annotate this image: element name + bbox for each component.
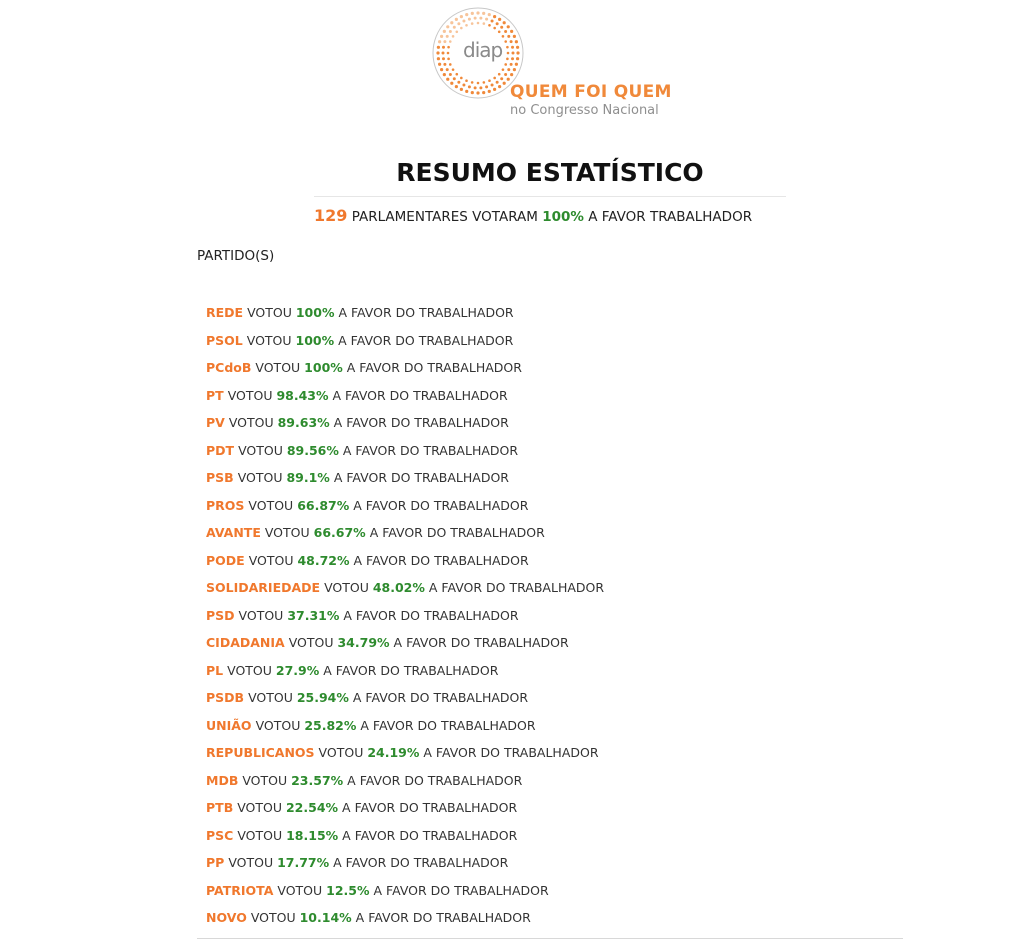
party-suffix-label: A FAVOR DO TRABALHADOR <box>373 882 549 898</box>
party-row <box>206 385 604 413</box>
party-name: UNIÃO <box>206 717 252 733</box>
party-voted-label: VOTOU <box>237 800 282 815</box>
party-name: NOVO <box>206 910 247 925</box>
party-suffix-label: A FAVOR DO TRABALHADOR <box>347 772 523 788</box>
party-row <box>206 412 604 440</box>
party-row <box>206 632 604 660</box>
party-row <box>206 302 604 330</box>
party-suffix-label: A FAVOR DO TRABALHADOR <box>353 497 529 513</box>
party-percent: 24.19% <box>367 745 420 760</box>
party-row <box>206 467 604 495</box>
party-name: PODE <box>206 552 245 568</box>
party-voted-label: VOTOU <box>247 305 292 320</box>
party-suffix-label: A FAVOR DO TRABALHADOR <box>353 552 529 568</box>
page-title: RESUMO ESTATÍSTICO <box>396 158 704 187</box>
party-voted-label: VOTOU <box>227 387 273 403</box>
summary-count: 129 <box>314 206 348 225</box>
party-name: SOLIDARIEDADE <box>206 580 321 595</box>
party-percent: 25.82% <box>304 717 357 733</box>
party-percent: 12.5% <box>326 882 370 898</box>
party-name: PT <box>206 387 224 403</box>
diap-logo <box>430 6 680 120</box>
party-suffix-label: A FAVOR DO TRABALHADOR <box>342 800 518 815</box>
party-percent: 100% <box>304 360 343 375</box>
party-percent: 48.02% <box>372 580 425 595</box>
party-voted-label: VOTOU <box>227 662 272 678</box>
party-suffix-label: A FAVOR DO TRABALHADOR <box>343 607 519 623</box>
party-voted-label: VOTOU <box>228 415 274 430</box>
party-percent: 27.9% <box>275 662 320 678</box>
party-name: REDE <box>206 305 244 320</box>
party-row <box>206 550 604 578</box>
party-row <box>206 742 604 770</box>
party-name: REPUBLICANOS <box>206 745 315 760</box>
party-suffix-label: A FAVOR DO TRABALHADOR <box>342 442 519 458</box>
party-row <box>206 880 604 908</box>
party-voted-label: VOTOU <box>324 580 369 595</box>
party-voted-label: VOTOU <box>228 855 274 870</box>
party-name: PSDB <box>206 690 245 705</box>
party-row <box>206 605 604 633</box>
party-suffix-label: A FAVOR DO TRABALHADOR <box>346 360 522 375</box>
logo-subtitle: no Congresso Nacional <box>510 103 659 118</box>
party-voted-label: VOTOU <box>238 442 283 458</box>
party-name: MDB <box>206 772 239 788</box>
party-voted-label: VOTOU <box>246 332 292 348</box>
party-name: PL <box>206 662 224 678</box>
party-name: PV <box>206 415 225 430</box>
party-percent: 22.54% <box>285 800 339 815</box>
party-suffix-label: A FAVOR DO TRABALHADOR <box>323 662 499 678</box>
party-list <box>206 302 604 935</box>
party-voted-label: VOTOU <box>318 745 364 760</box>
party-suffix-label: A FAVOR DO TRABALHADOR <box>393 635 569 650</box>
party-suffix-label: A FAVOR DO TRABALHADOR <box>333 855 509 870</box>
bottom-divider <box>197 938 903 939</box>
section-label: PARTIDO(S) <box>197 248 275 264</box>
party-percent: 66.67% <box>313 525 366 540</box>
party-voted-label: VOTOU <box>264 525 310 540</box>
party-percent: 37.31% <box>287 607 340 623</box>
party-row <box>206 825 604 853</box>
party-suffix-label: A FAVOR DO TRABALHADOR <box>342 827 518 843</box>
party-percent: 34.79% <box>337 635 390 650</box>
party-row <box>206 715 604 743</box>
party-row <box>206 522 604 550</box>
party-row <box>206 797 604 825</box>
party-percent: 18.15% <box>286 827 339 843</box>
party-suffix-label: A FAVOR DO TRABALHADOR <box>355 910 531 925</box>
party-voted-label: VOTOU <box>237 470 283 485</box>
logo-mark: diap <box>463 38 503 62</box>
party-voted-label: VOTOU <box>288 635 334 650</box>
party-percent: 89.1% <box>286 470 330 485</box>
summary-line <box>314 206 752 225</box>
party-voted-label: VOTOU <box>250 910 296 925</box>
party-percent: 89.63% <box>277 415 330 430</box>
party-name: PTB <box>206 800 234 815</box>
party-percent: 100% <box>295 305 335 320</box>
party-suffix-label: A FAVOR DO TRABALHADOR <box>428 580 605 595</box>
party-suffix-label: A FAVOR DO TRABALHADOR <box>332 387 508 403</box>
party-name: PSB <box>206 470 234 485</box>
party-percent: 66.87% <box>297 497 350 513</box>
party-suffix-label: A FAVOR DO TRABALHADOR <box>369 525 545 540</box>
logo-title: QUEM FOI QUEM <box>510 82 672 102</box>
party-voted-label: VOTOU <box>248 690 293 705</box>
party-row <box>206 660 604 688</box>
party-voted-label: VOTOU <box>238 607 284 623</box>
party-suffix-label: A FAVOR DO TRABALHADOR <box>423 745 599 760</box>
party-percent: 25.94% <box>296 690 349 705</box>
party-name: PSD <box>206 607 235 623</box>
party-percent: 98.43% <box>276 387 329 403</box>
party-name: PSOL <box>206 332 243 348</box>
title-divider <box>314 196 786 197</box>
party-suffix-label: A FAVOR DO TRABALHADOR <box>360 717 536 733</box>
party-suffix-label: A FAVOR DO TRABALHADOR <box>338 332 514 348</box>
party-voted-label: VOTOU <box>248 497 294 513</box>
party-name: PDT <box>206 442 235 458</box>
party-voted-label: VOTOU <box>255 717 301 733</box>
summary-percent: 100% <box>542 209 584 225</box>
party-suffix-label: A FAVOR DO TRABALHADOR <box>352 690 529 705</box>
party-name: AVANTE <box>206 525 261 540</box>
summary-text-after: A FAVOR TRABALHADOR <box>588 209 753 225</box>
party-percent: 17.77% <box>277 855 330 870</box>
party-row <box>206 440 604 468</box>
party-name: PCdoB <box>206 360 252 375</box>
party-percent: 10.14% <box>299 910 352 925</box>
party-voted-label: VOTOU <box>277 882 323 898</box>
party-voted-label: VOTOU <box>242 772 288 788</box>
party-percent: 100% <box>295 332 335 348</box>
party-name: PP <box>206 855 225 870</box>
party-row <box>206 495 604 523</box>
party-percent: 89.56% <box>286 442 339 458</box>
party-suffix-label: A FAVOR DO TRABALHADOR <box>333 470 509 485</box>
party-row <box>206 907 604 935</box>
party-percent: 23.57% <box>291 772 344 788</box>
party-name: PATRIOTA <box>206 882 274 898</box>
party-name: CIDADANIA <box>206 635 285 650</box>
party-suffix-label: A FAVOR DO TRABALHADOR <box>338 305 514 320</box>
party-row <box>206 687 604 715</box>
party-name: PSC <box>206 827 234 843</box>
party-row <box>206 330 604 358</box>
summary-text-before: PARLAMENTARES VOTARAM <box>351 209 538 225</box>
party-suffix-label: A FAVOR DO TRABALHADOR <box>333 415 509 430</box>
party-row <box>206 852 604 880</box>
party-row <box>206 357 604 385</box>
party-voted-label: VOTOU <box>248 552 294 568</box>
party-voted-label: VOTOU <box>255 360 301 375</box>
party-row <box>206 770 604 798</box>
party-percent: 48.72% <box>297 552 350 568</box>
party-row <box>206 577 604 605</box>
party-voted-label: VOTOU <box>237 827 283 843</box>
party-name: PROS <box>206 497 245 513</box>
